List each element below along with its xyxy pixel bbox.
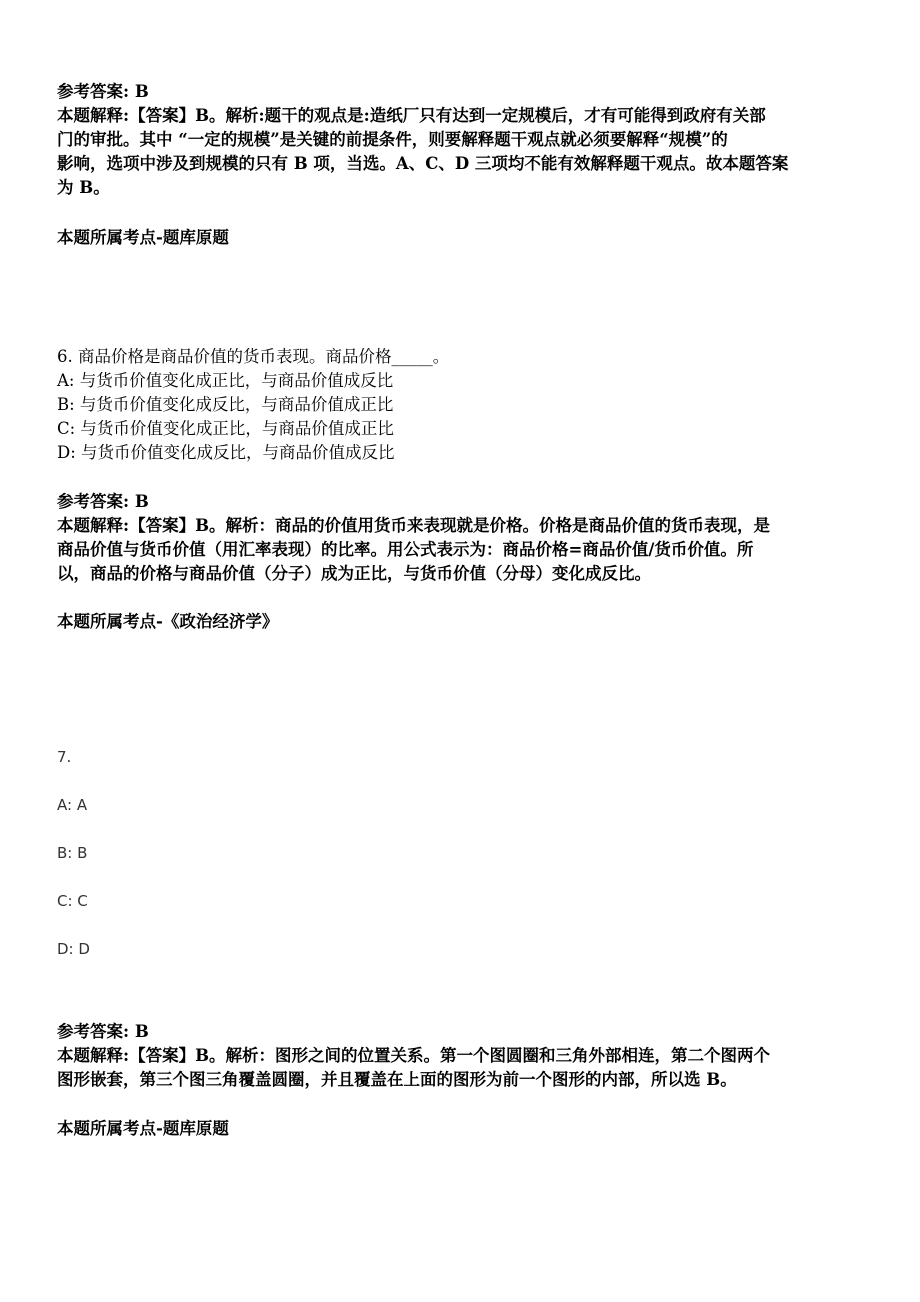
- q7-topic: 本题所属考点-题库原题: [57, 1119, 229, 1138]
- q6-explanation-line: 本题解释:【答案】B。解析：商品的价值用货币来表现就是价格。价格是商品价值的货币表现，是: [57, 516, 771, 535]
- q6-answer: 参考答案: B: [57, 492, 149, 511]
- q6-option-c: C: 与货币价值变化成正比，与商品价值成正比: [57, 419, 394, 438]
- q7-explanation-line: 本题解释:【答案】B。解析：图形之间的位置关系。第一个图圆圈和三角外部相连，第二个图两个: [57, 1046, 771, 1065]
- q6-option-d: D: 与货币价值变化成反比，与商品价值成反比: [57, 443, 395, 462]
- q6-option-b: B: 与货币价值变化成反比，与商品价值成正比: [57, 395, 394, 414]
- q7-option-c: C: C: [57, 892, 88, 910]
- q5-explanation-line: 本题解释:【答案】B。解析:题干的观点是:造纸厂只有达到一定规模后，才有可能得到政府有关部: [57, 106, 766, 125]
- q7-answer: 参考答案: B: [57, 1022, 149, 1041]
- q6-explanation-line: 以，商品的价格与商品价值（分子）成为正比，与货币价值（分母）变化成反比。: [57, 564, 651, 583]
- q6-topic: 本题所属考点-《政治经济学》: [57, 612, 279, 631]
- q5-explanation-line: 门的审批。其中 “一定的规模”是关键的前提条件，则要解释题干观点就必须要解释“规模”的: [57, 130, 728, 149]
- q5-explanation-line: 影响，选项中涉及到规模的只有 B 项，当选。A、C、D 三项均不能有效解释题干观点。故本题答案: [57, 154, 789, 173]
- q7-option-d: D: D: [57, 940, 90, 958]
- q7-stem: 7.: [57, 748, 72, 766]
- q7-option-a: A: A: [57, 796, 88, 814]
- q7-option-b: B: B: [57, 844, 88, 862]
- q5-answer: 参考答案: B: [57, 82, 149, 101]
- q6-option-a: A: 与货币价值变化成正比，与商品价值成反比: [57, 371, 394, 390]
- q6-explanation-line: 商品价值与货币价值（用汇率表现）的比率。用公式表示为：商品价格=商品价值/货币价值。所: [57, 540, 754, 559]
- q6-stem: 6. 商品价格是商品价值的货币表现。商品价格_____。: [57, 347, 450, 366]
- q7-explanation-line: 图形嵌套，第三个图三角覆盖圆圈，并且覆盖在上面的图形为前一个图形的内部，所以选 B。: [57, 1070, 737, 1089]
- q5-explanation-line: 为 B。: [57, 178, 110, 197]
- q5-topic: 本题所属考点-题库原题: [57, 228, 229, 247]
